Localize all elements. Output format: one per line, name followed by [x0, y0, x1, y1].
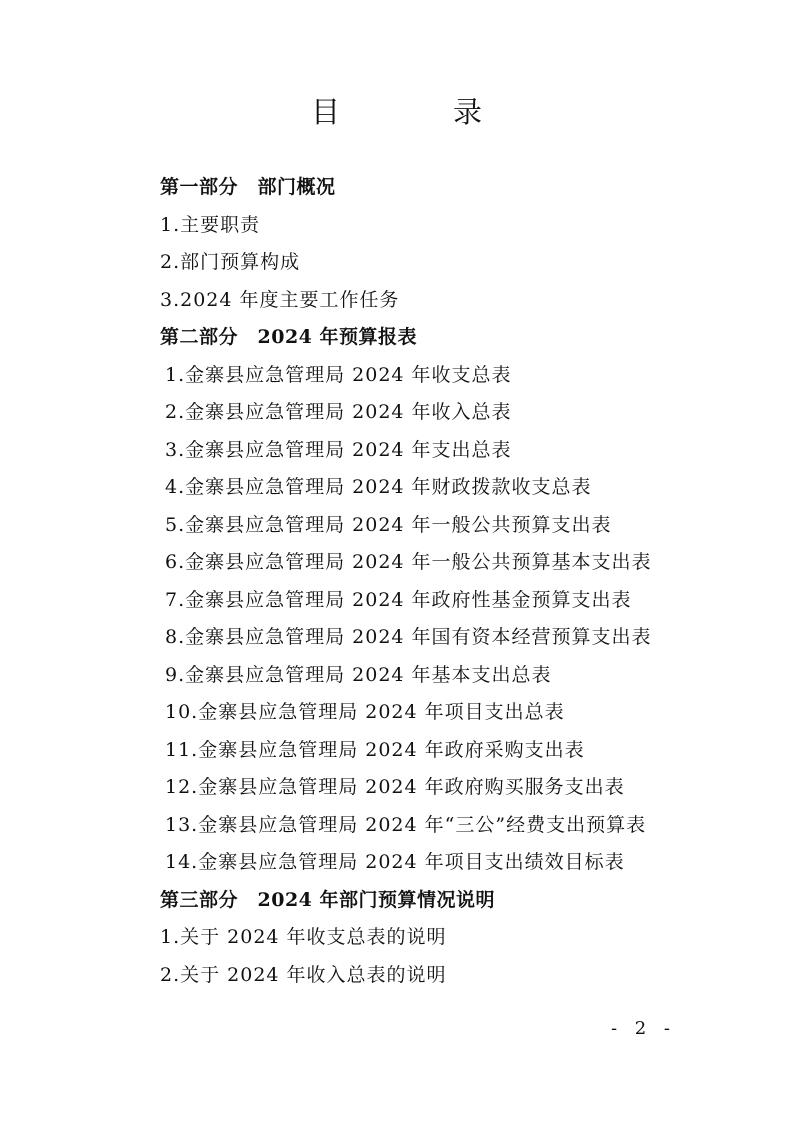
toc-item: 5.金寨县应急管理局 2024 年一般公共预算支出表 [165, 513, 612, 536]
section-heading-part-two: 第二部分 2024 年预算报表 [160, 326, 417, 348]
table-of-contents [160, 169, 760, 994]
toc-item: 12.金寨县应急管理局 2024 年政府购买服务支出表 [165, 776, 625, 798]
toc-item: 2.部门预算构成 [160, 251, 301, 273]
toc-item: 1.主要职责 [160, 213, 261, 236]
toc-item: 1.关于 2024 年收支总表的说明 [160, 926, 447, 948]
toc-item: 2.关于 2024 年收入总表的说明 [160, 963, 447, 986]
toc-item: 11.金寨县应急管理局 2024 年政府采购支出表 [165, 738, 585, 761]
toc-item: 10.金寨县应急管理局 2024 年项目支出总表 [165, 701, 565, 723]
toc-item: 7.金寨县应急管理局 2024 年政府性基金预算支出表 [165, 588, 632, 611]
toc-item: 14.金寨县应急管理局 2024 年项目支出绩效目标表 [165, 851, 625, 873]
toc-item: 6.金寨县应急管理局 2024 年一般公共预算基本支出表 [165, 551, 652, 573]
toc-item: 3.2024 年度主要工作任务 [160, 288, 400, 311]
section-heading-part-three: 第三部分 2024 年部门预算情况说明 [160, 888, 495, 911]
page-title: 目 录 [310, 95, 524, 129]
toc-item: 2.金寨县应急管理局 2024 年收入总表 [165, 401, 512, 423]
toc-item: 3.金寨县应急管理局 2024 年支出总表 [165, 438, 512, 461]
page-number: - 2 - [610, 1018, 676, 1039]
toc-item: 8.金寨县应急管理局 2024 年国有资本经营预算支出表 [165, 626, 652, 648]
toc-item: 13.金寨县应急管理局 2024 年“三公”经费支出预算表 [165, 813, 647, 836]
toc-item: 1.金寨县应急管理局 2024 年收支总表 [165, 363, 512, 386]
toc-item: 4.金寨县应急管理局 2024 年财政拨款收支总表 [165, 476, 592, 498]
toc-item: 9.金寨县应急管理局 2024 年基本支出总表 [165, 663, 552, 686]
section-heading-part-one: 第一部分 部门概况 [160, 176, 336, 198]
